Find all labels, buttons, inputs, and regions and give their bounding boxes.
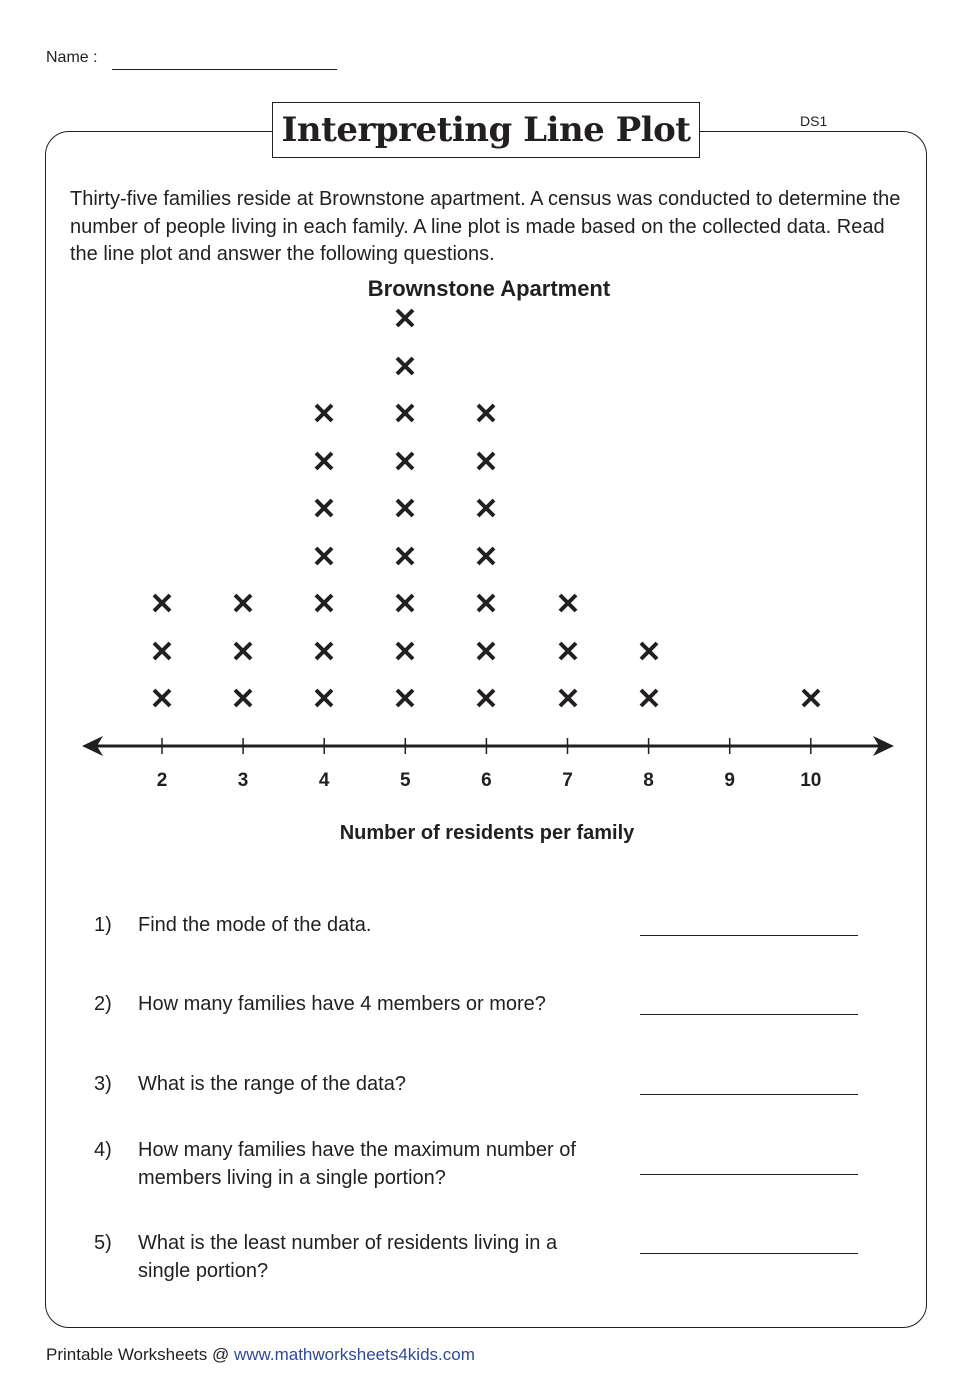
question-number: 5) xyxy=(94,1232,112,1254)
x-mark-icon xyxy=(151,687,173,709)
footer-prefix: Printable Worksheets @ xyxy=(46,1345,234,1364)
x-mark-icon xyxy=(151,640,173,662)
title-box xyxy=(272,102,700,158)
x-mark-icon xyxy=(394,640,416,662)
question-text: How many families have the maximum number of members living in a single portion? xyxy=(138,1139,576,1189)
x-mark-icon xyxy=(394,545,416,567)
x-mark-icon xyxy=(313,640,335,662)
x-mark-icon xyxy=(394,307,416,329)
x-mark-icon xyxy=(475,497,497,519)
x-mark-icon xyxy=(232,592,254,614)
x-mark-icon xyxy=(313,450,335,472)
x-mark-icon xyxy=(475,592,497,614)
x-mark-icon xyxy=(475,402,497,424)
tick-label: 8 xyxy=(643,770,654,791)
answer-line[interactable] xyxy=(640,935,858,936)
chart-title: Brownstone Apartment xyxy=(367,276,611,301)
x-mark-icon xyxy=(475,640,497,662)
x-mark-icon xyxy=(638,687,660,709)
x-mark-icon xyxy=(638,640,660,662)
question-text: How many families have 4 members or more? xyxy=(138,993,546,1015)
tick-label: 9 xyxy=(724,770,735,791)
answer-line[interactable] xyxy=(640,1094,858,1095)
x-mark-icon xyxy=(232,640,254,662)
x-mark-icon xyxy=(394,402,416,424)
tick-label: 2 xyxy=(156,770,168,791)
question-text: What is the range of the data? xyxy=(138,1073,406,1095)
name-label: Name : xyxy=(46,49,98,66)
question-number: 1) xyxy=(94,914,112,936)
x-mark-icon xyxy=(394,355,416,377)
tick-label: 3 xyxy=(237,770,249,791)
tick-label: 5 xyxy=(400,770,411,791)
tick-label: 4 xyxy=(318,770,330,791)
answer-line[interactable] xyxy=(640,1253,858,1254)
worksheet-code: DS1 xyxy=(800,113,828,129)
question-number: 3) xyxy=(94,1073,112,1095)
x-mark-icon xyxy=(232,687,254,709)
question-text: Find the mode of the data. xyxy=(138,914,372,936)
x-axis-label: Number of residents per family xyxy=(339,822,635,844)
page-title: Interpreting Line Plot xyxy=(281,110,691,150)
x-mark-icon xyxy=(313,402,335,424)
question-text: What is the least number of residents living in a single portion? xyxy=(138,1232,558,1282)
x-mark-icon xyxy=(151,592,173,614)
x-mark-icon xyxy=(313,545,335,567)
footer xyxy=(46,1345,475,1365)
x-mark-icon xyxy=(394,497,416,519)
answer-line[interactable] xyxy=(640,1174,858,1175)
tick-label: 7 xyxy=(562,770,573,791)
x-mark-icon xyxy=(475,687,497,709)
x-mark-icon xyxy=(394,687,416,709)
x-mark-icon xyxy=(313,497,335,519)
x-mark-icon xyxy=(313,687,335,709)
x-mark-icon xyxy=(557,592,579,614)
answer-line[interactable] xyxy=(640,1014,858,1015)
footer-link[interactable]: www.mathworksheets4kids.com xyxy=(233,1345,475,1364)
x-mark-icon xyxy=(800,687,822,709)
x-mark-icon xyxy=(475,450,497,472)
x-mark-icon xyxy=(557,640,579,662)
question-number: 4) xyxy=(94,1139,112,1161)
tick-label: 6 xyxy=(481,770,492,791)
tick-label: 10 xyxy=(800,770,822,791)
x-mark-icon xyxy=(394,450,416,472)
x-mark-icon xyxy=(557,687,579,709)
intro-paragraph: Thirty-five families reside at Brownstone apartment. A census was conducted to determine the number of people living in each family. A line plot is made based on the collected data. Read the line plot and answer the following questions. xyxy=(70,188,901,265)
line-plot xyxy=(0,300,978,780)
x-mark-icon xyxy=(394,592,416,614)
x-mark-icon xyxy=(313,592,335,614)
question-number: 2) xyxy=(94,993,112,1015)
x-mark-icon xyxy=(475,545,497,567)
name-input-line[interactable] xyxy=(112,69,337,70)
